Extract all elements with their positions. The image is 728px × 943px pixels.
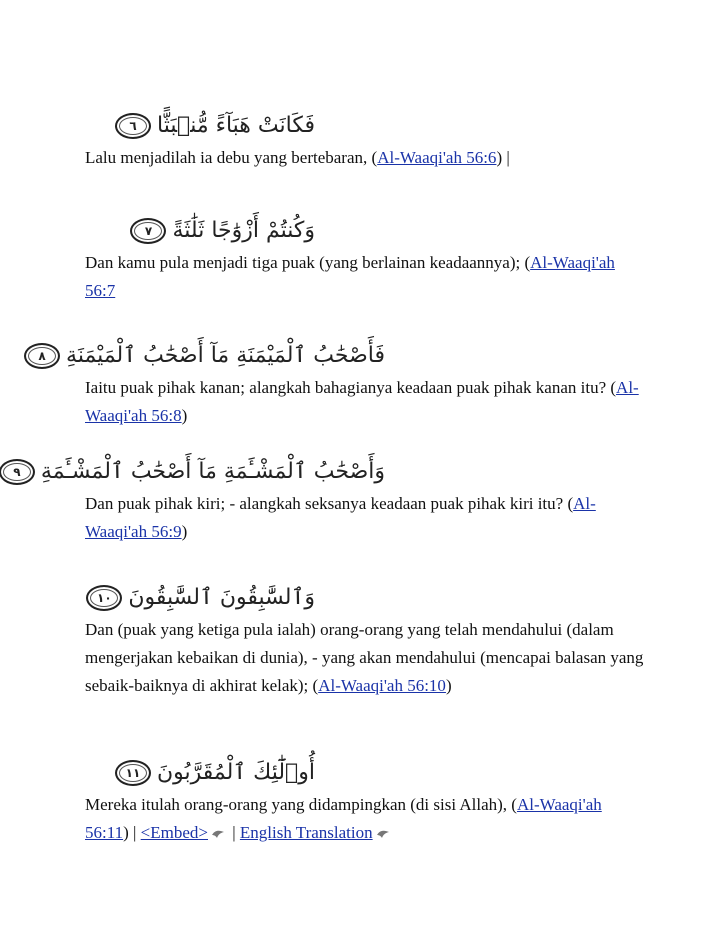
ayah-number-marker: ٩ — [0, 459, 35, 485]
arabic-verse-text: وَٱلسَّٰبِقُونَ ٱلسَّٰبِقُونَ — [128, 585, 315, 610]
verse-translation: Lalu menjadilah ia debu yang bertebaran, (Al-Waaqi'ah 56:6) | — [85, 148, 510, 167]
arabic-verse-text: فَأَصْحَٰبُ ٱلْمَيْمَنَةِ مَآ أَصْحَٰبُ ٱلْمَيْمَنَةِ — [66, 343, 385, 368]
arabic-verse-row — [85, 755, 315, 791]
verse-56-6 — [85, 108, 645, 172]
verse-reference-link[interactable]: Al-Waaqi'ah 56:8 — [85, 378, 639, 425]
arabic-verse-text: فَكَانَتْ هَبَآءً مُّنۢبَثًّا — [157, 113, 315, 138]
verse-translation: Mereka itulah orang-orang yang didampingkan (di sisi Allah), (Al-Waaqi'ah 56:11) | <Embed> | English Translation — [85, 795, 602, 842]
arabic-verse-row — [13, 454, 385, 490]
link-separator: | — [232, 823, 236, 842]
wing-icon — [376, 829, 390, 839]
verse-translation: Dan kamu pula menjadi tiga puak (yang berlainan keadaannya); (Al-Waaqi'ah 56:7 — [85, 253, 615, 300]
ayah-number-marker: ١١ — [115, 760, 151, 786]
verse-reference-link[interactable]: Al-Waaqi'ah 56:9 — [85, 494, 596, 541]
arabic-verse-text: أُو۟لَٰٓئِكَ ٱلْمُقَرَّبُونَ — [156, 760, 315, 785]
verse-56-11 — [85, 755, 645, 847]
verse-reference-link[interactable]: Al-Waaqi'ah 56:7 — [85, 253, 615, 300]
arabic-verse-text: وَأَصْحَٰبُ ٱلْمَشْـَٔمَةِ مَآ أَصْحَٰبُ ٱلْمَشْـَٔمَةِ — [40, 459, 385, 484]
verse-translation: Dan (puak yang ketiga pula ialah) orang-orang yang telah mendahului (dalam mengerjakan kebaikan di dunia), - yang akan mendahului (mencapai balasan yang sebaik-baiknya di akhirat kelak); (Al-Waaqi'ah 56:10) — [85, 620, 644, 695]
arabic-verse-row — [85, 580, 315, 616]
ayah-number-marker: ٦ — [115, 113, 151, 139]
verse-reference-link[interactable]: Al-Waaqi'ah 56:11 — [85, 795, 602, 842]
verse-56-8 — [38, 338, 645, 430]
ayah-number-marker: ٨ — [24, 343, 60, 369]
embed-link[interactable]: <Embed> — [140, 823, 208, 842]
arabic-verse-text: وَكُنتُمْ أَزْوَٰجًا ثَلَٰثَةً — [172, 218, 315, 243]
verse-translation: Dan puak pihak kiri; - alangkah seksanya keadaan puak pihak kiri itu? (Al-Waaqi'ah 56:9) — [85, 494, 596, 541]
verse-reference-link[interactable]: Al-Waaqi'ah 56:10 — [318, 676, 446, 695]
arabic-verse-row — [85, 213, 315, 249]
arabic-verse-row — [85, 108, 315, 144]
ayah-number-marker: ١٠ — [86, 585, 122, 611]
wing-icon — [211, 829, 225, 839]
verse-reference-link[interactable]: Al-Waaqi'ah 56:6 — [377, 148, 497, 167]
verse-56-9 — [13, 454, 645, 546]
arabic-verse-row — [38, 338, 385, 374]
ayah-number-marker: ٧ — [130, 218, 166, 244]
english-translation-link[interactable]: English Translation — [239, 823, 373, 842]
verse-translation: Iaitu puak pihak kanan; alangkah bahagianya keadaan puak pihak kanan itu? (Al-Waaqi'ah 56:8) — [85, 378, 639, 425]
verse-56-10 — [85, 580, 645, 700]
verse-56-7 — [85, 213, 645, 305]
